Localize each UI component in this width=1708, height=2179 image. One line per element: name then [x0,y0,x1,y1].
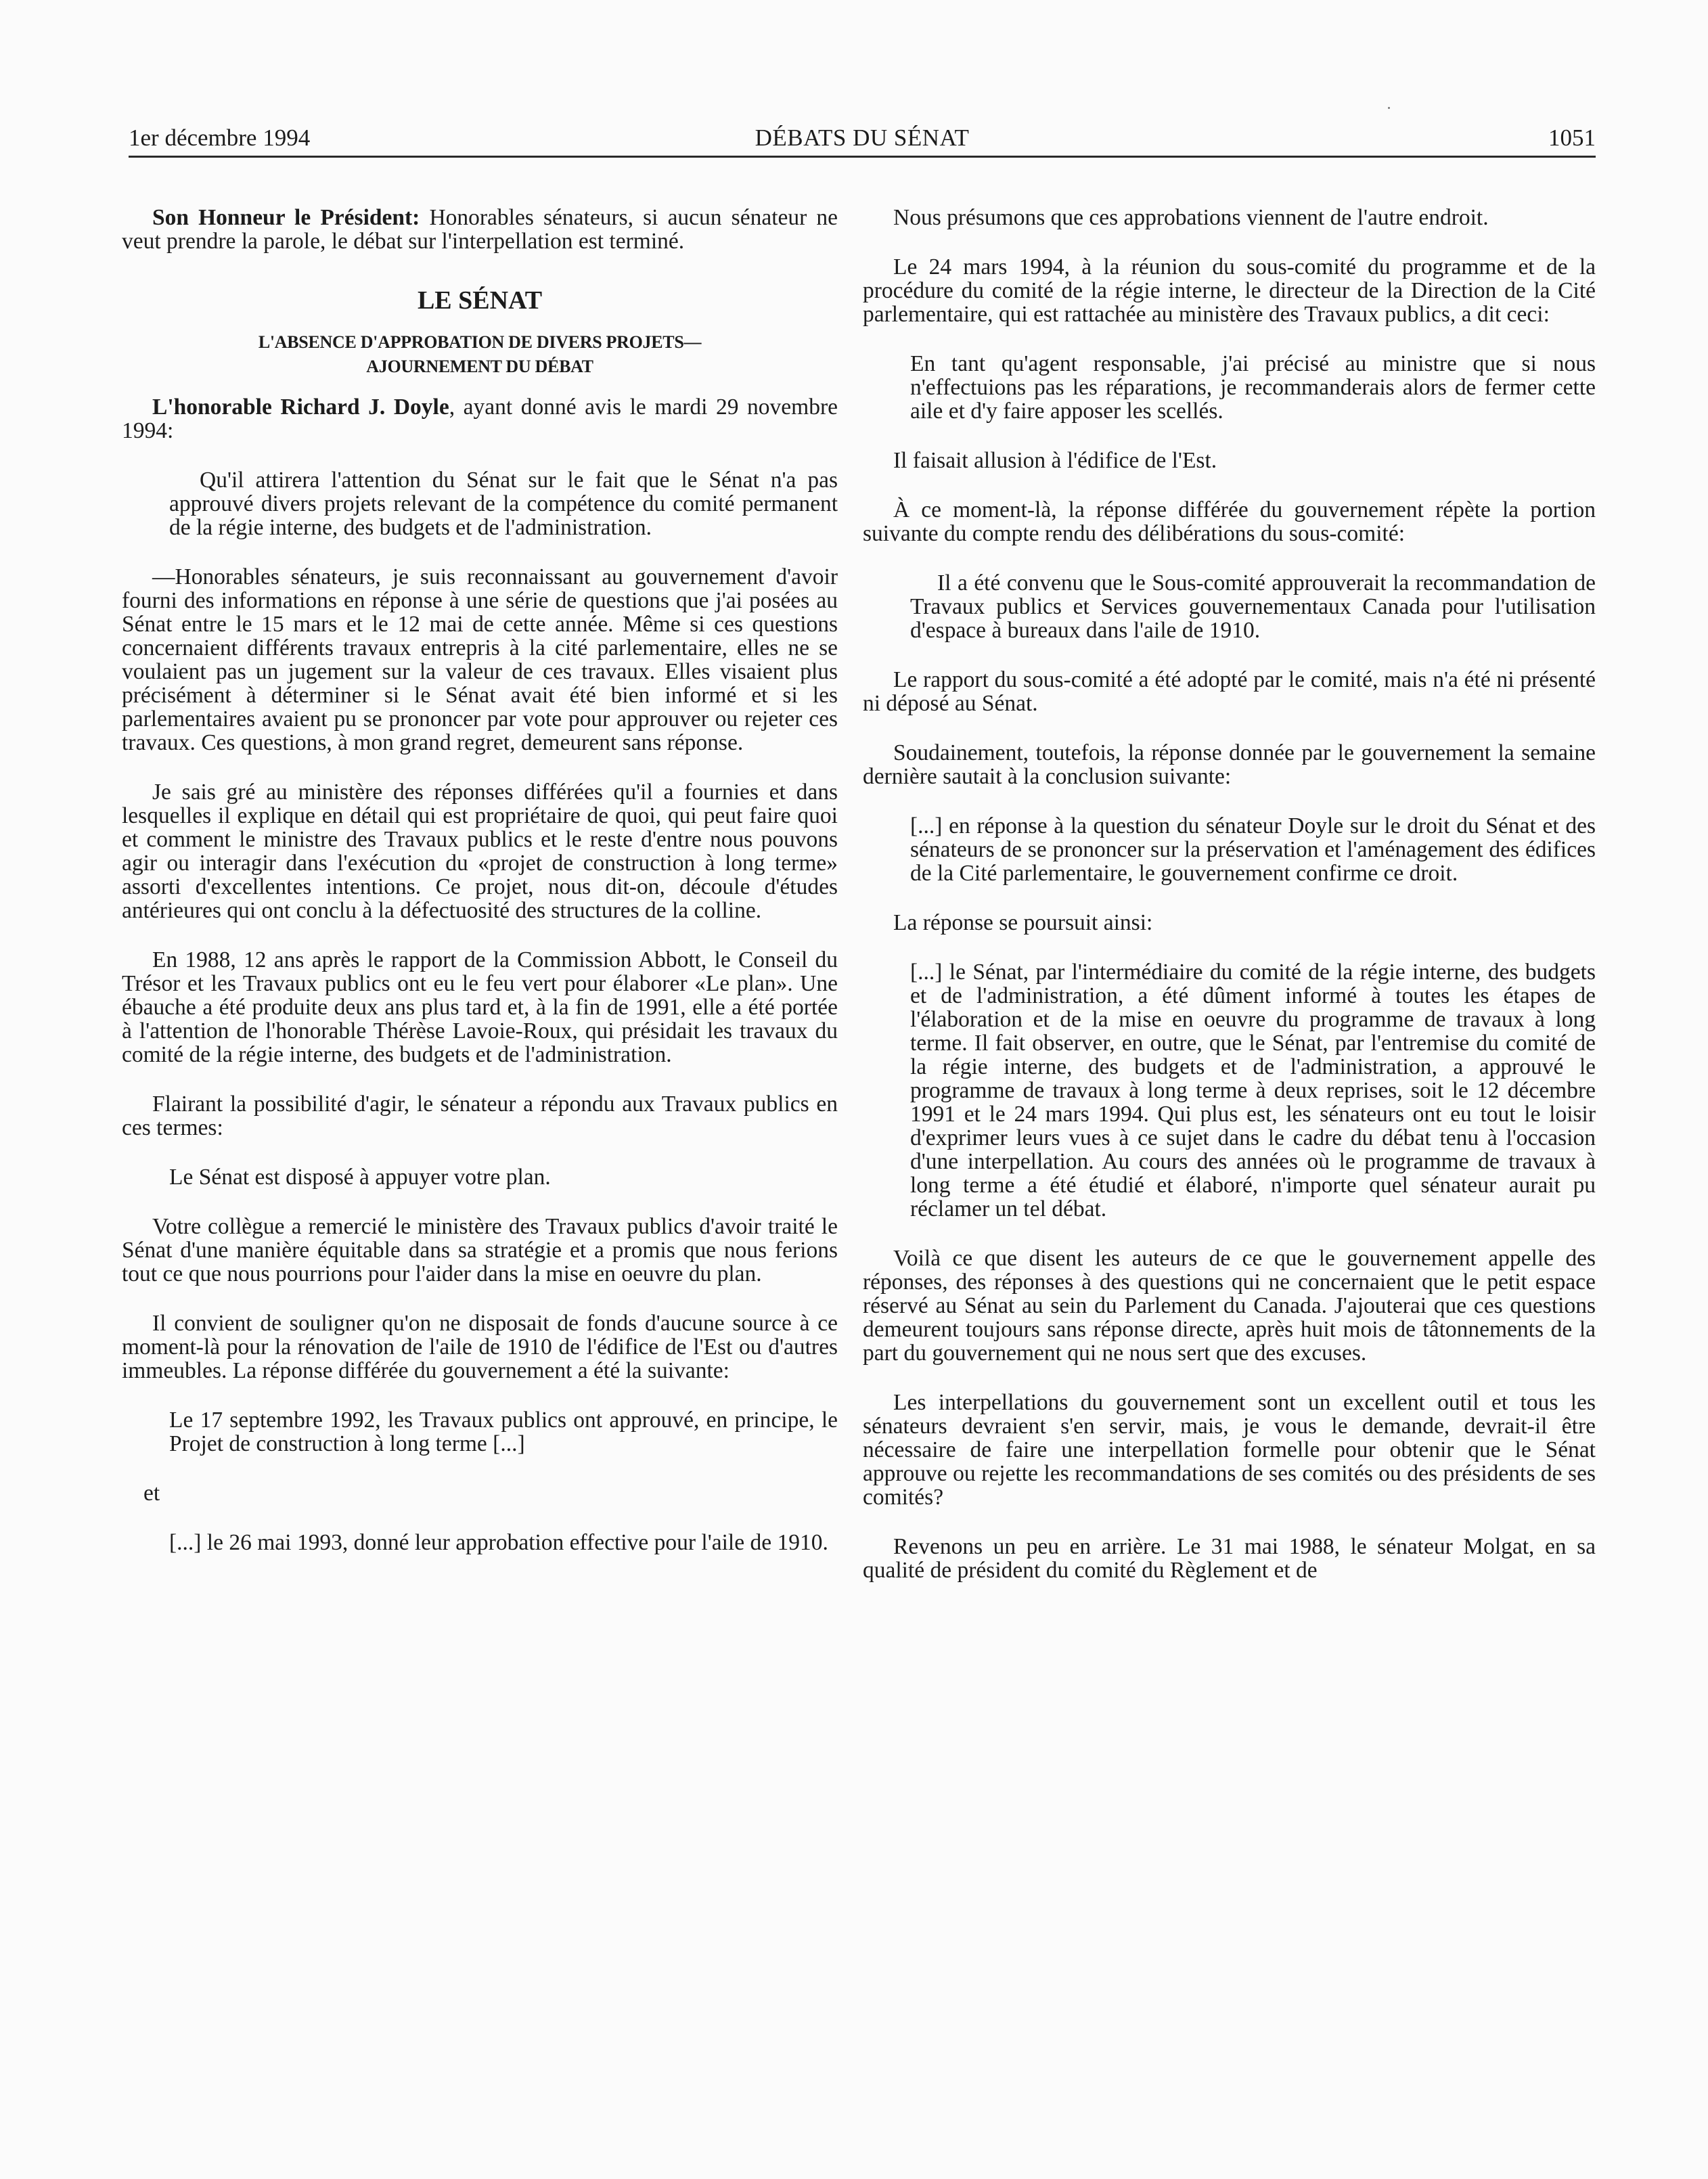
paragraph: Je sais gré au ministère des réponses différées qu'il a fournies et dans lesquelles il explique en détail qui est propriétaire de quoi, qui peut faire quoi et comment le ministre des Travaux publics et le reste d'entre nous pouvons agir ou interagir dans l'exécution du «projet de construction à long terme» assorti d'excellentes intentions. Ce projet, nous dit-on, découle d'études antérieures qui ont conclu à la défectuosité des structures de la colline. [122,780,838,923]
block-quote: En tant qu'agent responsable, j'ai précisé au ministre que si nous n'effectuions pas les réparations, je recommanderais alors de fermer cette aile et d'y faire apposer les scellés. [910,351,1596,424]
block-quote: Le Sénat est disposé à appuyer votre plan. [169,1165,551,1190]
paragraph: Votre collègue a remercié le ministère des Travaux publics d'avoir traité le Sénat d'une manière équitable dans sa stratégie et a promis que nous ferions tout ce que nous pourrions pour l'aider dans la mise en oeuvre du plan. [122,1214,838,1286]
paragraph: Nous présumons que ces approbations viennent de l'autre endroit. [893,205,1489,230]
paragraph [122,206,838,253]
paragraph: À ce moment-là, la réponse différée du gouvernement répète la portion suivante du compte rendu des délibérations du sous-comité: [863,497,1596,546]
subtitle-line: AJOURNEMENT DU DÉBAT [366,357,593,376]
paragraph [122,395,838,443]
section-subtitle [122,330,838,379]
speaker-name: L'honorable Richard J. Doyle [152,395,449,420]
paragraph: Il faisait allusion à l'édifice de l'Est. [893,448,1217,473]
paragraph: Le rapport du sous-comité a été adopté par le comité, mais n'a été ni présenté ni déposé au Sénat. [863,667,1596,716]
paragraph: Les interpellations du gouvernement sont un excellent outil et tous les sénateurs devraient s'en servir, mais, je vous le demande, devrait-il être nécessaire de faire une interpellation formelle pour obtenir que le Sénat approuve ou rejette les recommandations de ses comités ou des présidents de ses comités? [863,1390,1596,1510]
paragraph: Soudainement, toutefois, la réponse donnée par le gouvernement la semaine dernière sautait à la conclusion suivante: [863,740,1596,789]
subtitle-line: L'ABSENCE D'APPROBATION DE DIVERS PROJETS— [258,332,702,352]
paragraph-text: , ayant donné avis le mardi 29 novembre 1994: [122,395,838,443]
block-quote: Il a été convenu que le Sous-comité approuverait la recommandation de Travaux publics et Services gouvernementaux Canada pour l'utilisation d'espace à bureaux dans l'aile de 1910. [910,570,1596,643]
paragraph: La réponse se poursuit ainsi: [893,910,1153,935]
paragraph: Le 24 mars 1994, à la réunion du sous-comité du programme et de la procédure du comité de la régie interne, le directeur de la Direction de la Cité parlementaire, qui est rattachée au ministère des Travaux publics, a dit ceci: [863,254,1596,327]
paragraph: —Honorables sénateurs, je suis reconnaissant au gouvernement d'avoir fourni des informations en réponse à une série de questions que j'ai posées au Sénat entre le 15 mars et le 12 mai de cette année. Même si ces questions concernaient différents travaux entrepris à la cité parlementaire, elles ne se voulaient pas un jugement sur la valeur de ces travaux. Elles visaient plus précisément à déterminer si le Sénat avait été bien informé et si les parlementaires avaient pu se prononcer par vote pour approuver ou rejeter ces travaux. Ces questions, à mon grand regret, demeurent sans réponse. [122,564,838,755]
paragraph: Voilà ce que disent les auteurs de ce que le gouvernement appelle des réponses, des réponses à des questions qui ne concernaient que le petit espace réservé au Sénat au sein du Parlement du Canada. J'ajouterai que ces questions demeurent toujours sans réponse directe, après huit mois de tâtonnements de la part du gouvernement qui ne nous sert que des excuses. [863,1246,1596,1366]
header-title: DÉBATS DU SÉNAT [755,125,970,151]
left-column [122,206,838,1554]
scan-speck [1388,107,1390,109]
block-quote: [...] le Sénat, par l'intermédiaire du comité de la régie interne, des budgets et de l'administration, a été dûment informé à toutes les étapes de l'élaboration et de la mise en oeuvre du programme de travaux à long terme. Il fait observer, en outre, que le Sénat, par l'entremise du comité de la régie interne, des budgets et de l'administration, a approuvé le programme de travaux à long terme à deux reprises, soit le 12 décembre 1991 et le 24 mars 1994. Qui plus est, les sénateurs ont eu tout le loisir d'exprimer leurs vues à ce sujet dans le cadre du débat tenu à l'occasion d'une interpellation. Au cours des années où le programme de travaux à long terme a été étudié et élaboré, n'importe quel sénateur aurait pu réclamer un tel débat. [910,960,1596,1221]
connector-word: et [143,1481,160,1506]
header-date: 1er décembre 1994 [129,125,311,151]
paragraph-text: Honorables sénateurs, si aucun sénateur ne veut prendre la parole, le débat sur l'interpellation est terminé. [122,205,838,254]
right-column [863,206,1596,1582]
paragraph: Revenons un peu en arrière. Le 31 mai 1988, le sénateur Molgat, en sa qualité de président du comité du Règlement et de [863,1534,1596,1583]
paragraph: Flairant la possibilité d'agir, le sénateur a répondu aux Travaux publics en ces termes: [122,1092,838,1140]
paragraph: Il convient de souligner qu'on ne disposait de fonds d'aucune source à ce moment-là pour la rénovation de l'aile de 1910 de l'édifice de l'Est ou d'autres immeubles. La réponse différée du gouvernement a été la suivante: [122,1311,838,1383]
paragraph: En 1988, 12 ans après le rapport de la Commission Abbott, le Conseil du Trésor et les Travaux publics ont eu le feu vert pour élaborer «Le plan». Une ébauche a été produite deux ans plus tard et, à la fin de 1991, elle a été portée à l'attention de l'honorable Thérèse Lavoie-Roux, qui présidait les travaux du comité de la régie interne, des budgets et de l'administration. [122,947,838,1067]
block-quote: [...] le 26 mai 1993, donné leur approbation effective pour l'aile de 1910. [169,1530,828,1555]
block-quote: Le 17 septembre 1992, les Travaux publics ont approuvé, en principe, le Projet de construction à long terme [...] [169,1408,838,1456]
page-number: 1051 [1548,125,1596,151]
speaker-name: Son Honneur le Président: [152,205,420,230]
block-quote: [...] en réponse à la question du sénateur Doyle sur le droit du Sénat et des sénateurs de se prononcer sur la préservation et l'aménagement des édifices de la Cité parlementaire, le gouvernement confirme ce droit. [910,813,1596,886]
motion-quote: Qu'il attirera l'attention du Sénat sur le fait que le Sénat n'a pas approuvé divers projets relevant de la compétence du comité permanent de la régie interne, des budgets et de l'administration. [169,468,838,540]
page-header [129,108,1596,158]
section-title: LE SÉNAT [417,286,543,315]
